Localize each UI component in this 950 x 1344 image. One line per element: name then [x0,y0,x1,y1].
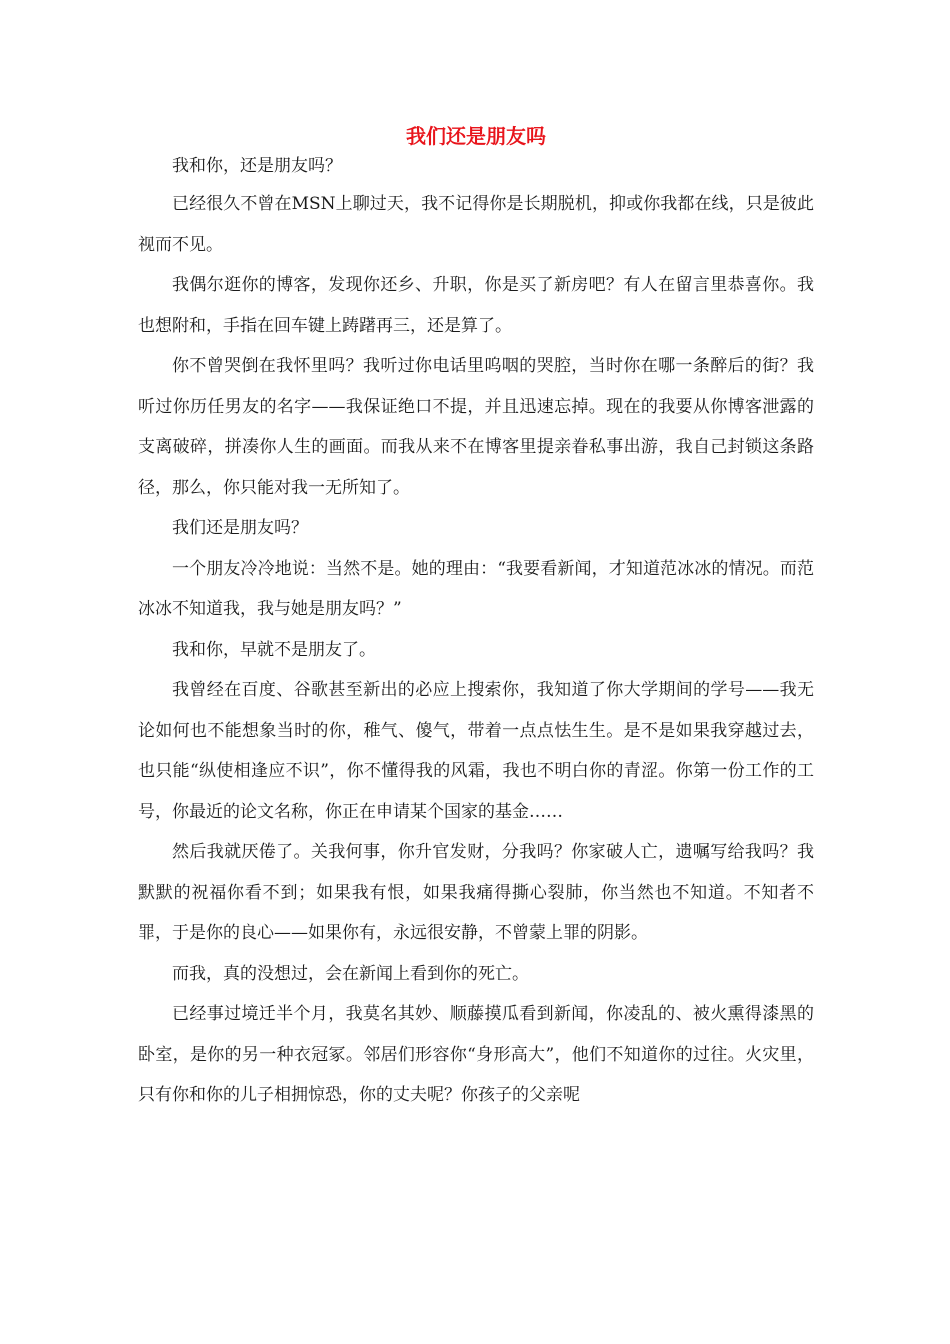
paragraph: 已经事过境迁半个月，我莫名其妙、顺藤摸瓜看到新闻，你凌乱的、被火熏得漆黑的卧室，是你的另一种衣冠冢。邻居们形容你“身形高大”，他们不知道你的过往。火灾里，只有你和你的儿子相拥惊恐，你的丈夫呢？你孩子的父亲呢 [138,1004,814,1105]
paragraph: 我和你，还是朋友吗？ [172,156,342,176]
paragraph: 而我，真的没想过，会在新闻上看到你的死亡。 [172,963,529,984]
paragraph: 我偶尔逛你的博客，发现你还乡、升职，你是买了新房吧？有人在留言里恭喜你。我也想附和，手指在回车键上踌躇再三，还是算了。 [138,275,814,336]
paragraph: 我曾经在百度、谷歌甚至新出的必应上搜索你，我知道了你大学期间的学号——我无论如何也不能想象当时的你，稚气、傻气，带着一点点怯生生。是不是如果我穿越过去，也只能“纵使相逢应不识”，你不懂得我的风霜，我也不明白你的青涩。你第一份工作的工号，你最近的论文名称，你正在申请某个国家的基金…… [138,680,814,822]
paragraph: 我和你，早就不是朋友了。 [172,639,376,660]
document-title: 我们还是朋友吗 [406,124,546,148]
paragraph: 已经很久不曾在MSN上聊过天，我不记得你是长期脱机，抑或你我都在线，只是彼此视而不见。 [138,194,814,255]
paragraph: 我们还是朋友吗？ [172,518,308,538]
paragraph: 一个朋友冷冷地说：当然不是。她的理由：“我要看新闻，才知道范冰冰的情况。而范冰冰不知道我，我与她是朋友吗？” [138,558,814,619]
paragraph: 你不曾哭倒在我怀里吗？我听过你电话里呜咽的哭腔，当时你在哪一条醉后的街？我听过你历任男友的名字——我保证绝口不提，并且迅速忘掉。现在的我要从你博客泄露的支离破碎，拼凑你人生的画面。而我从来不在博客里提亲眷私事出游，我自己封锁这条路径，那么，你只能对我一无所知了。 [138,356,814,498]
document-page [138,118,814,1116]
paragraph: 然后我就厌倦了。关我何事，你升官发财，分我吗？你家破人亡，遗嘱写给我吗？我默默的祝福你看不到；如果我有恨，如果我痛得撕心裂肺，你当然也不知道。不知者不罪，于是你的良心——如果你有，永远很安静，不曾蒙上罪的阴影。 [138,842,814,943]
